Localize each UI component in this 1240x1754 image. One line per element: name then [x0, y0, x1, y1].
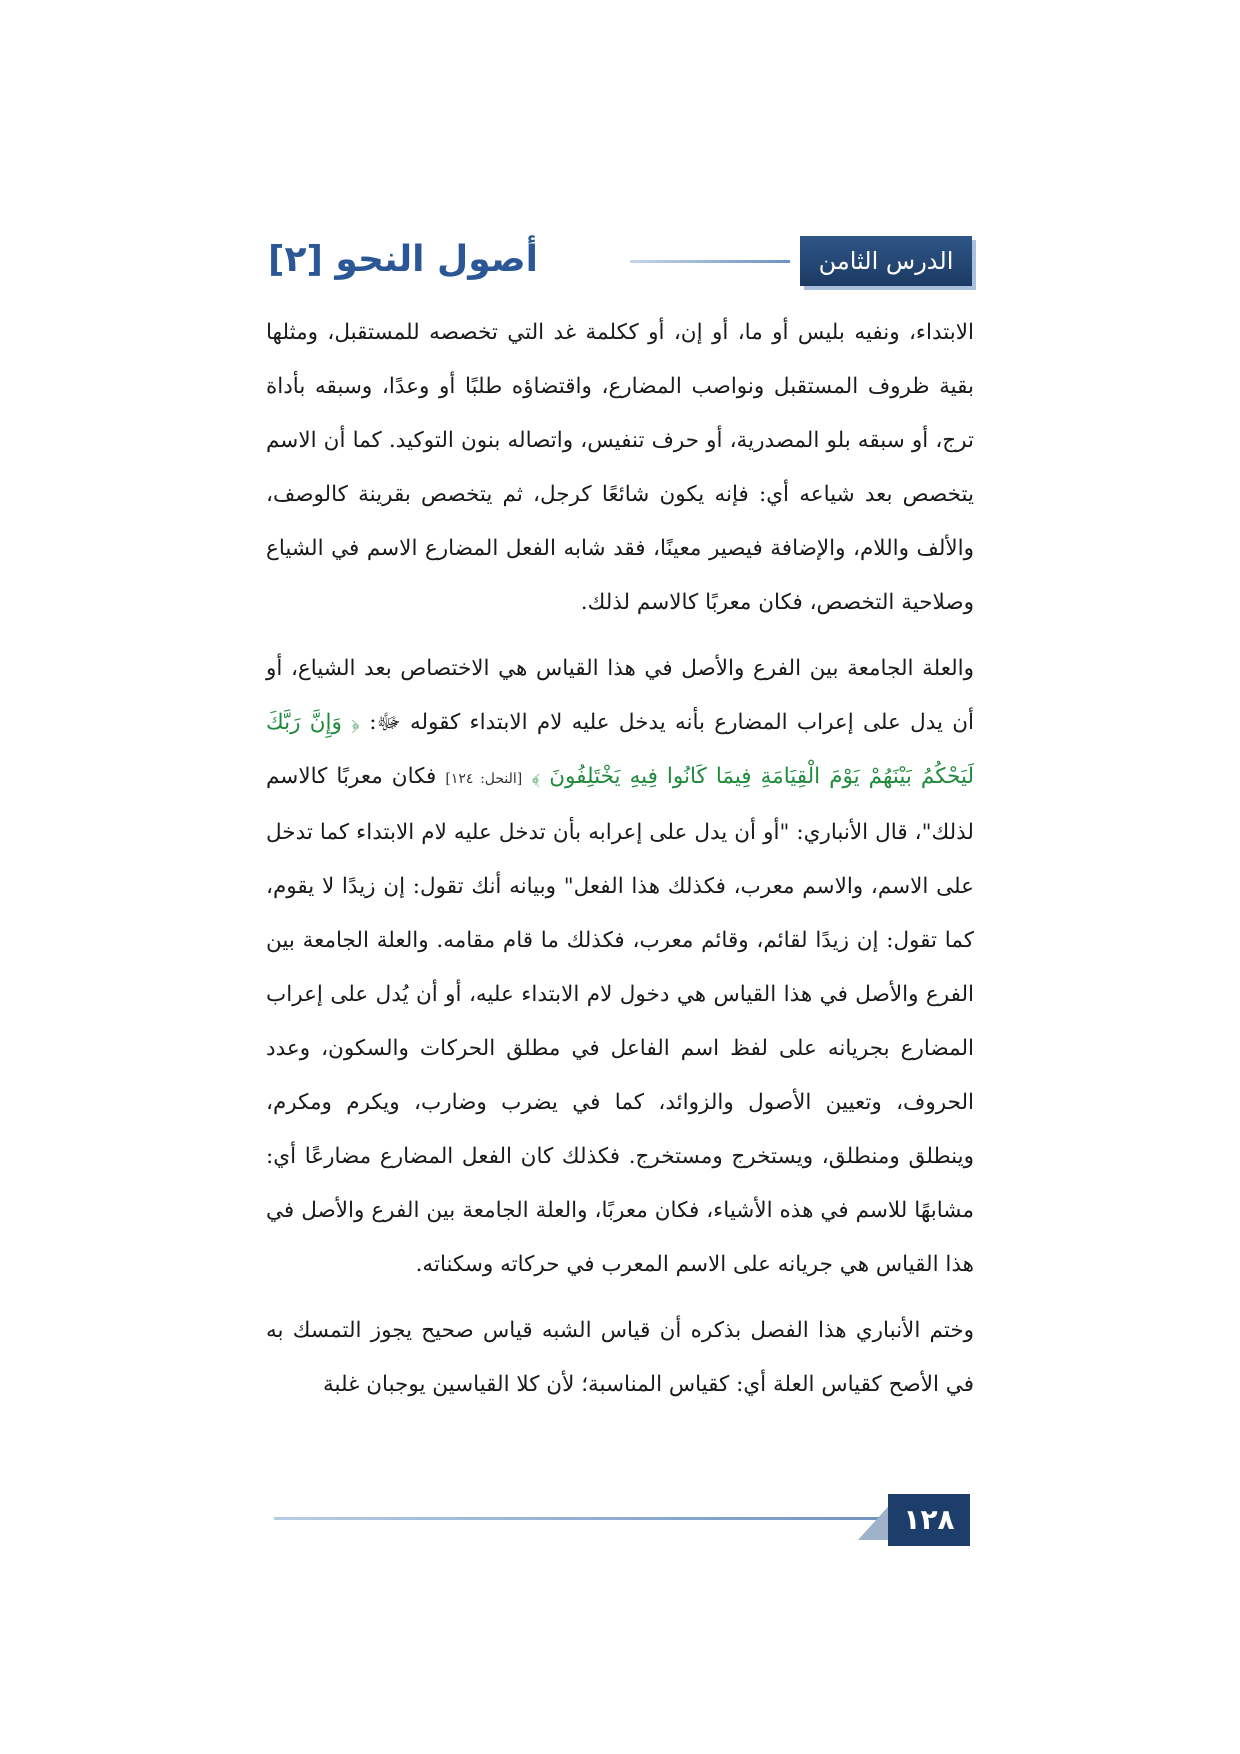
lesson-label: الدرس الثامن — [818, 247, 954, 275]
lesson-label-box — [800, 236, 972, 286]
quran-verse: ﴿ وَإِنَّ رَبَّكَ لَيَحْكُمُ بَيْنَهُمْ يَوْمَ الْقِيَامَةِ فِيمَا كَانُوا فِيهِ يَخْتَلِفُونَ ﴾ — [266, 710, 974, 789]
paragraph-2 — [266, 642, 974, 1292]
paragraph-1: الابتداء، ونفيه بليس أو ما، أو إن، أو ككلمة غد التي تخصصه للمستقبل، ومثلها بقية ظروف المستقبل ونواصب المضارع، واقتضاؤه طلبًا أو وعدًا، وسبقه بأداة ترج، أو سبقه بلو المصدرية، أو حرف تنفيس، واتصاله بنون التوكيد. كما أن الاسم يتخصص بعد شياعه أي: فإنه يكون شائعًا كرجل، ثم يتخصص بقرينة كالوصف، والألف واللام، والإضافة فيصير معينًا، فقد شابه الفعل المضارع الاسم في الشياع وصلاحية التخصص، فكان معربًا كالاسم لذلك. — [266, 320, 974, 615]
chapter-title: أصول النحو [٢] — [268, 239, 538, 280]
paragraph-3: وختم الأنباري هذا الفصل بذكره أن قياس الشبه قياس صحيح يجوز التمسك به في الأصح كقياس العلة أي: كقياس المناسبة؛ لأن كلا القياسين يوجبان غلبة — [266, 1318, 974, 1397]
page-header — [268, 232, 972, 292]
footer-divider-line — [274, 1517, 894, 1520]
header-divider-line — [630, 260, 790, 263]
verse-reference: [النحل: ١٢٤] — [445, 771, 523, 787]
paragraph-2-rest: فكان معربًا كالاسم لذلك"، قال الأنباري: "أو أن يدل على إعرابه بأن تدخل عليه لام الابتداء كما تدخل على الاسم، والاسم معرب، فكذلك هذا الفعل" وبيانه أنك تقول: إن زيدًا لا يقوم، كما تقول: إن زيدًا لقائم، وقائم معرب، فكذلك ما قام مقامه. والعلة الجامعة بين الفرع والأصل في هذا القياس هي دخول لام الابتداء عليه، أو أن يُدل على إعراب المضارع بجريانه على لفظ اسم الفاعل في مطلق الحركات والسكون، وعدد الحروف، وتعيين الأصول والزوائد، كما في يضرب وضارب، ويكرم ومكرم، وينطلق ومنطلق، ويستخرج ومستخرج. فكذلك كان الفعل المضارع مضارعًا أي: مشابهًا للاسم في هذه الأشياء، فكان معربًا، والعلة الجامعة بين الفرع والأصل في هذا القياس هي جريانه على الاسم المعرب في حركاته وسكناته. — [266, 764, 974, 1277]
paragraph-2-intro: والعلة الجامعة بين الفرع والأصل في هذا القياس هي الاختصاص بعد الشياع، أو أن يدل على إعراب المضارع بأنه يدخل عليه لام الابتداء كقوله ﷻ: — [266, 656, 974, 735]
main-text — [266, 306, 974, 1412]
page-number: ١٢٨ — [888, 1494, 970, 1546]
